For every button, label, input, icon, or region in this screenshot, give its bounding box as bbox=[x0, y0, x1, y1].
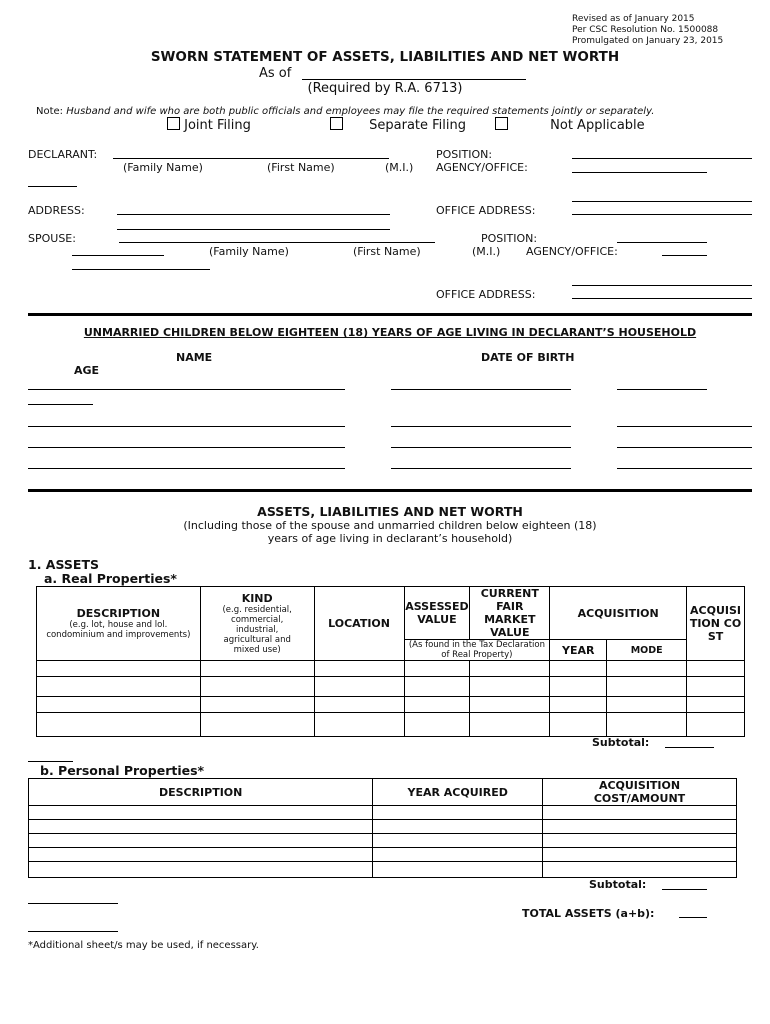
table-cell[interactable] bbox=[607, 697, 687, 713]
child-name-field[interactable] bbox=[28, 447, 345, 448]
required-by: (Required by R.A. 6713) bbox=[307, 81, 463, 96]
children-dob-header: DATE OF BIRTH bbox=[481, 351, 575, 364]
table-row bbox=[29, 834, 737, 848]
col-current-fair-market-value: CURRENT FAIR MARKET VALUE bbox=[470, 587, 550, 640]
alnw-subheading-2: years of age living in declarant’s household) bbox=[267, 532, 513, 545]
col-kind-label: KIND bbox=[241, 592, 273, 605]
table-cell[interactable] bbox=[543, 848, 737, 862]
declarant-address-field[interactable] bbox=[117, 214, 390, 215]
col-location: LOCATION bbox=[314, 587, 404, 661]
declarant-mi: (M.I.) bbox=[385, 161, 414, 174]
table-cell[interactable] bbox=[470, 713, 550, 737]
separate-filing-checkbox[interactable] bbox=[330, 117, 343, 130]
table-cell[interactable] bbox=[404, 697, 470, 713]
col-kind-sub: (e.g. residential, commercial, industrial, agricultural and mixed use) bbox=[222, 605, 292, 655]
child-age-field[interactable] bbox=[617, 468, 752, 469]
joint-filing-checkbox[interactable] bbox=[167, 117, 180, 130]
table-cell[interactable] bbox=[543, 862, 737, 878]
children-name-header: NAME bbox=[176, 351, 213, 364]
col-acquisition: ACQUISITION bbox=[550, 587, 687, 640]
table-row bbox=[29, 862, 737, 878]
as-of-field[interactable] bbox=[302, 79, 526, 80]
table-cell[interactable] bbox=[543, 820, 737, 834]
table-cell[interactable] bbox=[543, 834, 737, 848]
table-cell[interactable] bbox=[373, 806, 543, 820]
personal-properties-table bbox=[28, 778, 737, 878]
declarant-label: DECLARANT: bbox=[28, 148, 98, 161]
child-dob-field[interactable] bbox=[391, 426, 571, 427]
footnote: *Additional sheet/s may be used, if necessary. bbox=[28, 940, 259, 951]
spouse-office-address-field-2[interactable] bbox=[572, 298, 752, 299]
table-row bbox=[29, 806, 737, 820]
table-row bbox=[37, 713, 745, 737]
table-cell[interactable] bbox=[404, 713, 470, 737]
table-cell[interactable] bbox=[37, 713, 201, 737]
alnw-heading: ASSETS, LIABILITIES AND NET WORTH bbox=[257, 504, 523, 519]
table-row bbox=[37, 697, 745, 713]
table-cell[interactable] bbox=[373, 820, 543, 834]
spouse-agency-label: AGENCY/OFFICE: bbox=[526, 245, 618, 258]
spouse-first-name: (First Name) bbox=[353, 245, 421, 258]
filing-joint bbox=[167, 117, 251, 133]
declarant-position-label: POSITION: bbox=[436, 148, 493, 161]
child-age-field[interactable] bbox=[617, 389, 707, 390]
col-acquisition-cost-amount: ACQUISITION COST/AMOUNT bbox=[543, 779, 737, 806]
col-assessed-value: ASSESSED VALUE bbox=[404, 587, 470, 640]
spouse-position-field[interactable] bbox=[617, 242, 707, 243]
real-subtotal-field[interactable] bbox=[665, 747, 714, 748]
personal-subtotal-field-cont[interactable] bbox=[28, 903, 118, 904]
children-heading: UNMARRIED CHILDREN BELOW EIGHTEEN (18) YEARS OF AGE LIVING IN DECLARANT’S HOUSEHOLD bbox=[83, 326, 697, 339]
assets-heading: 1. ASSETS bbox=[28, 557, 99, 572]
filing-na bbox=[495, 117, 645, 133]
table-cell[interactable] bbox=[314, 697, 404, 713]
col-year: YEAR bbox=[550, 640, 607, 661]
child-dob-field[interactable] bbox=[391, 468, 571, 469]
child-name-field[interactable] bbox=[28, 468, 345, 469]
col-description bbox=[37, 587, 201, 661]
revision-line-2: Per CSC Resolution No. 1500088 bbox=[572, 25, 719, 35]
table-cell[interactable] bbox=[550, 677, 607, 697]
table-cell[interactable] bbox=[314, 677, 404, 697]
section-divider-1 bbox=[28, 313, 752, 316]
revision-line-1: Revised as of January 2015 bbox=[572, 14, 695, 24]
spouse-office-address-label: OFFICE ADDRESS: bbox=[436, 288, 536, 301]
child-age-field[interactable] bbox=[617, 426, 752, 427]
spouse-family-name: (Family Name) bbox=[209, 245, 289, 258]
table-cell[interactable] bbox=[314, 713, 404, 737]
table-row bbox=[37, 677, 745, 697]
total-assets-field[interactable] bbox=[679, 917, 707, 918]
page-title: SWORN STATEMENT OF ASSETS, LIABILITIES AND NET WORTH bbox=[150, 49, 620, 65]
child-age-field-cont[interactable] bbox=[28, 404, 93, 405]
table-cell[interactable] bbox=[200, 713, 314, 737]
personal-subtotal-field[interactable] bbox=[662, 889, 707, 890]
declarant-first-name: (First Name) bbox=[267, 161, 335, 174]
table-cell[interactable] bbox=[470, 697, 550, 713]
table-cell[interactable] bbox=[607, 713, 687, 737]
table-cell[interactable] bbox=[550, 713, 607, 737]
personal-properties-heading: b. Personal Properties* bbox=[40, 763, 205, 778]
table-cell[interactable] bbox=[687, 713, 745, 737]
table-cell[interactable] bbox=[29, 806, 373, 820]
real-properties-table bbox=[36, 586, 745, 737]
note-label: Note: bbox=[36, 106, 64, 117]
table-cell[interactable] bbox=[373, 848, 543, 862]
spouse-office-address-field[interactable] bbox=[572, 285, 752, 286]
child-name-field[interactable] bbox=[28, 389, 345, 390]
table-row bbox=[37, 661, 745, 677]
declarant-position-field[interactable] bbox=[572, 158, 752, 159]
table-cell[interactable] bbox=[470, 661, 550, 677]
declarant-office-address-field[interactable] bbox=[572, 201, 752, 202]
revision-line-3: Promulgated on January 23, 2015 bbox=[572, 36, 724, 46]
spouse-name-field[interactable] bbox=[119, 242, 435, 243]
section-divider-2 bbox=[28, 489, 752, 492]
table-cell[interactable] bbox=[550, 697, 607, 713]
separate-filing-label: Separate Filing bbox=[369, 118, 467, 133]
tax-declaration-note: (As found in the Tax Declaration of Real Property) bbox=[404, 640, 550, 661]
joint-filing-label: Joint Filing bbox=[184, 118, 251, 133]
spouse-mi: (M.I.) bbox=[472, 245, 501, 258]
real-subtotal-label: Subtotal: bbox=[592, 736, 650, 749]
child-dob-field[interactable] bbox=[391, 389, 571, 390]
table-cell[interactable] bbox=[37, 697, 201, 713]
as-of-label: As of bbox=[259, 66, 292, 81]
table-row bbox=[29, 848, 737, 862]
col-year-acquired: YEAR ACQUIRED bbox=[373, 779, 543, 806]
table-cell[interactable] bbox=[200, 661, 314, 677]
alnw-subheading-1: (Including those of the spouse and unmarried children below eighteen (18) bbox=[183, 519, 597, 532]
spouse-name-field-cont[interactable] bbox=[72, 255, 164, 256]
spouse-agency-field-cont[interactable] bbox=[72, 269, 210, 270]
declarant-address-label: ADDRESS: bbox=[28, 204, 85, 217]
table-cell[interactable] bbox=[29, 820, 373, 834]
table-cell[interactable] bbox=[404, 677, 470, 697]
child-age-field[interactable] bbox=[617, 447, 752, 448]
table-cell[interactable] bbox=[687, 661, 745, 677]
col-kind bbox=[200, 587, 314, 661]
spouse-label: SPOUSE: bbox=[28, 232, 76, 245]
table-cell[interactable] bbox=[404, 661, 470, 677]
declarant-agency-field-cont[interactable] bbox=[28, 186, 77, 187]
child-name-field[interactable] bbox=[28, 426, 345, 427]
child-dob-field[interactable] bbox=[391, 447, 571, 448]
table-cell[interactable] bbox=[314, 661, 404, 677]
not-applicable-checkbox[interactable] bbox=[495, 117, 508, 130]
table-cell[interactable] bbox=[200, 677, 314, 697]
table-cell[interactable] bbox=[200, 697, 314, 713]
table-cell[interactable] bbox=[29, 834, 373, 848]
declarant-agency-field[interactable] bbox=[572, 172, 707, 173]
table-cell[interactable] bbox=[37, 661, 201, 677]
col-acquisition-cost: ACQUISITION COST bbox=[687, 587, 745, 661]
revision-block bbox=[572, 14, 723, 47]
table-row bbox=[29, 820, 737, 834]
spouse-agency-field[interactable] bbox=[662, 255, 707, 256]
declarant-family-name: (Family Name) bbox=[123, 161, 203, 174]
col-description-label: DESCRIPTION bbox=[76, 607, 161, 620]
table-cell[interactable] bbox=[37, 677, 201, 697]
table-cell[interactable] bbox=[373, 862, 543, 878]
col-mode: MODE bbox=[607, 640, 687, 661]
table-cell[interactable] bbox=[29, 862, 373, 878]
declarant-office-address-label: OFFICE ADDRESS: bbox=[436, 204, 536, 217]
col-personal-description: DESCRIPTION bbox=[29, 779, 373, 806]
table-cell[interactable] bbox=[373, 834, 543, 848]
table-cell[interactable] bbox=[607, 677, 687, 697]
declarant-office-address-field-2[interactable] bbox=[572, 214, 752, 215]
table-cell[interactable] bbox=[29, 848, 373, 862]
declarant-agency-label: AGENCY/OFFICE: bbox=[436, 161, 528, 174]
children-age-header: AGE bbox=[74, 364, 100, 377]
note-text: Husband and wife who are both public officials and employees may file the required statements jointly or separately. bbox=[66, 106, 655, 117]
spouse-position-label: POSITION: bbox=[481, 232, 538, 245]
declarant-address-field-2[interactable] bbox=[117, 229, 390, 230]
total-assets-label: TOTAL ASSETS (a+b): bbox=[522, 907, 655, 920]
filing-separate bbox=[330, 117, 466, 133]
total-assets-field-cont[interactable] bbox=[28, 931, 118, 932]
personal-subtotal-label: Subtotal: bbox=[589, 878, 647, 891]
table-cell[interactable] bbox=[687, 677, 745, 697]
table-cell[interactable] bbox=[607, 661, 687, 677]
not-applicable-label: Not Applicable bbox=[550, 118, 645, 133]
col-description-sub: (e.g. lot, house and lol. condominium and improvements) bbox=[46, 620, 191, 640]
real-properties-heading: a. Real Properties* bbox=[44, 571, 177, 586]
real-subtotal-field-cont[interactable] bbox=[28, 761, 73, 762]
table-cell[interactable] bbox=[550, 661, 607, 677]
table-cell[interactable] bbox=[687, 697, 745, 713]
table-cell[interactable] bbox=[543, 806, 737, 820]
note bbox=[36, 106, 654, 117]
table-cell[interactable] bbox=[470, 677, 550, 697]
declarant-name-field[interactable] bbox=[113, 158, 389, 159]
